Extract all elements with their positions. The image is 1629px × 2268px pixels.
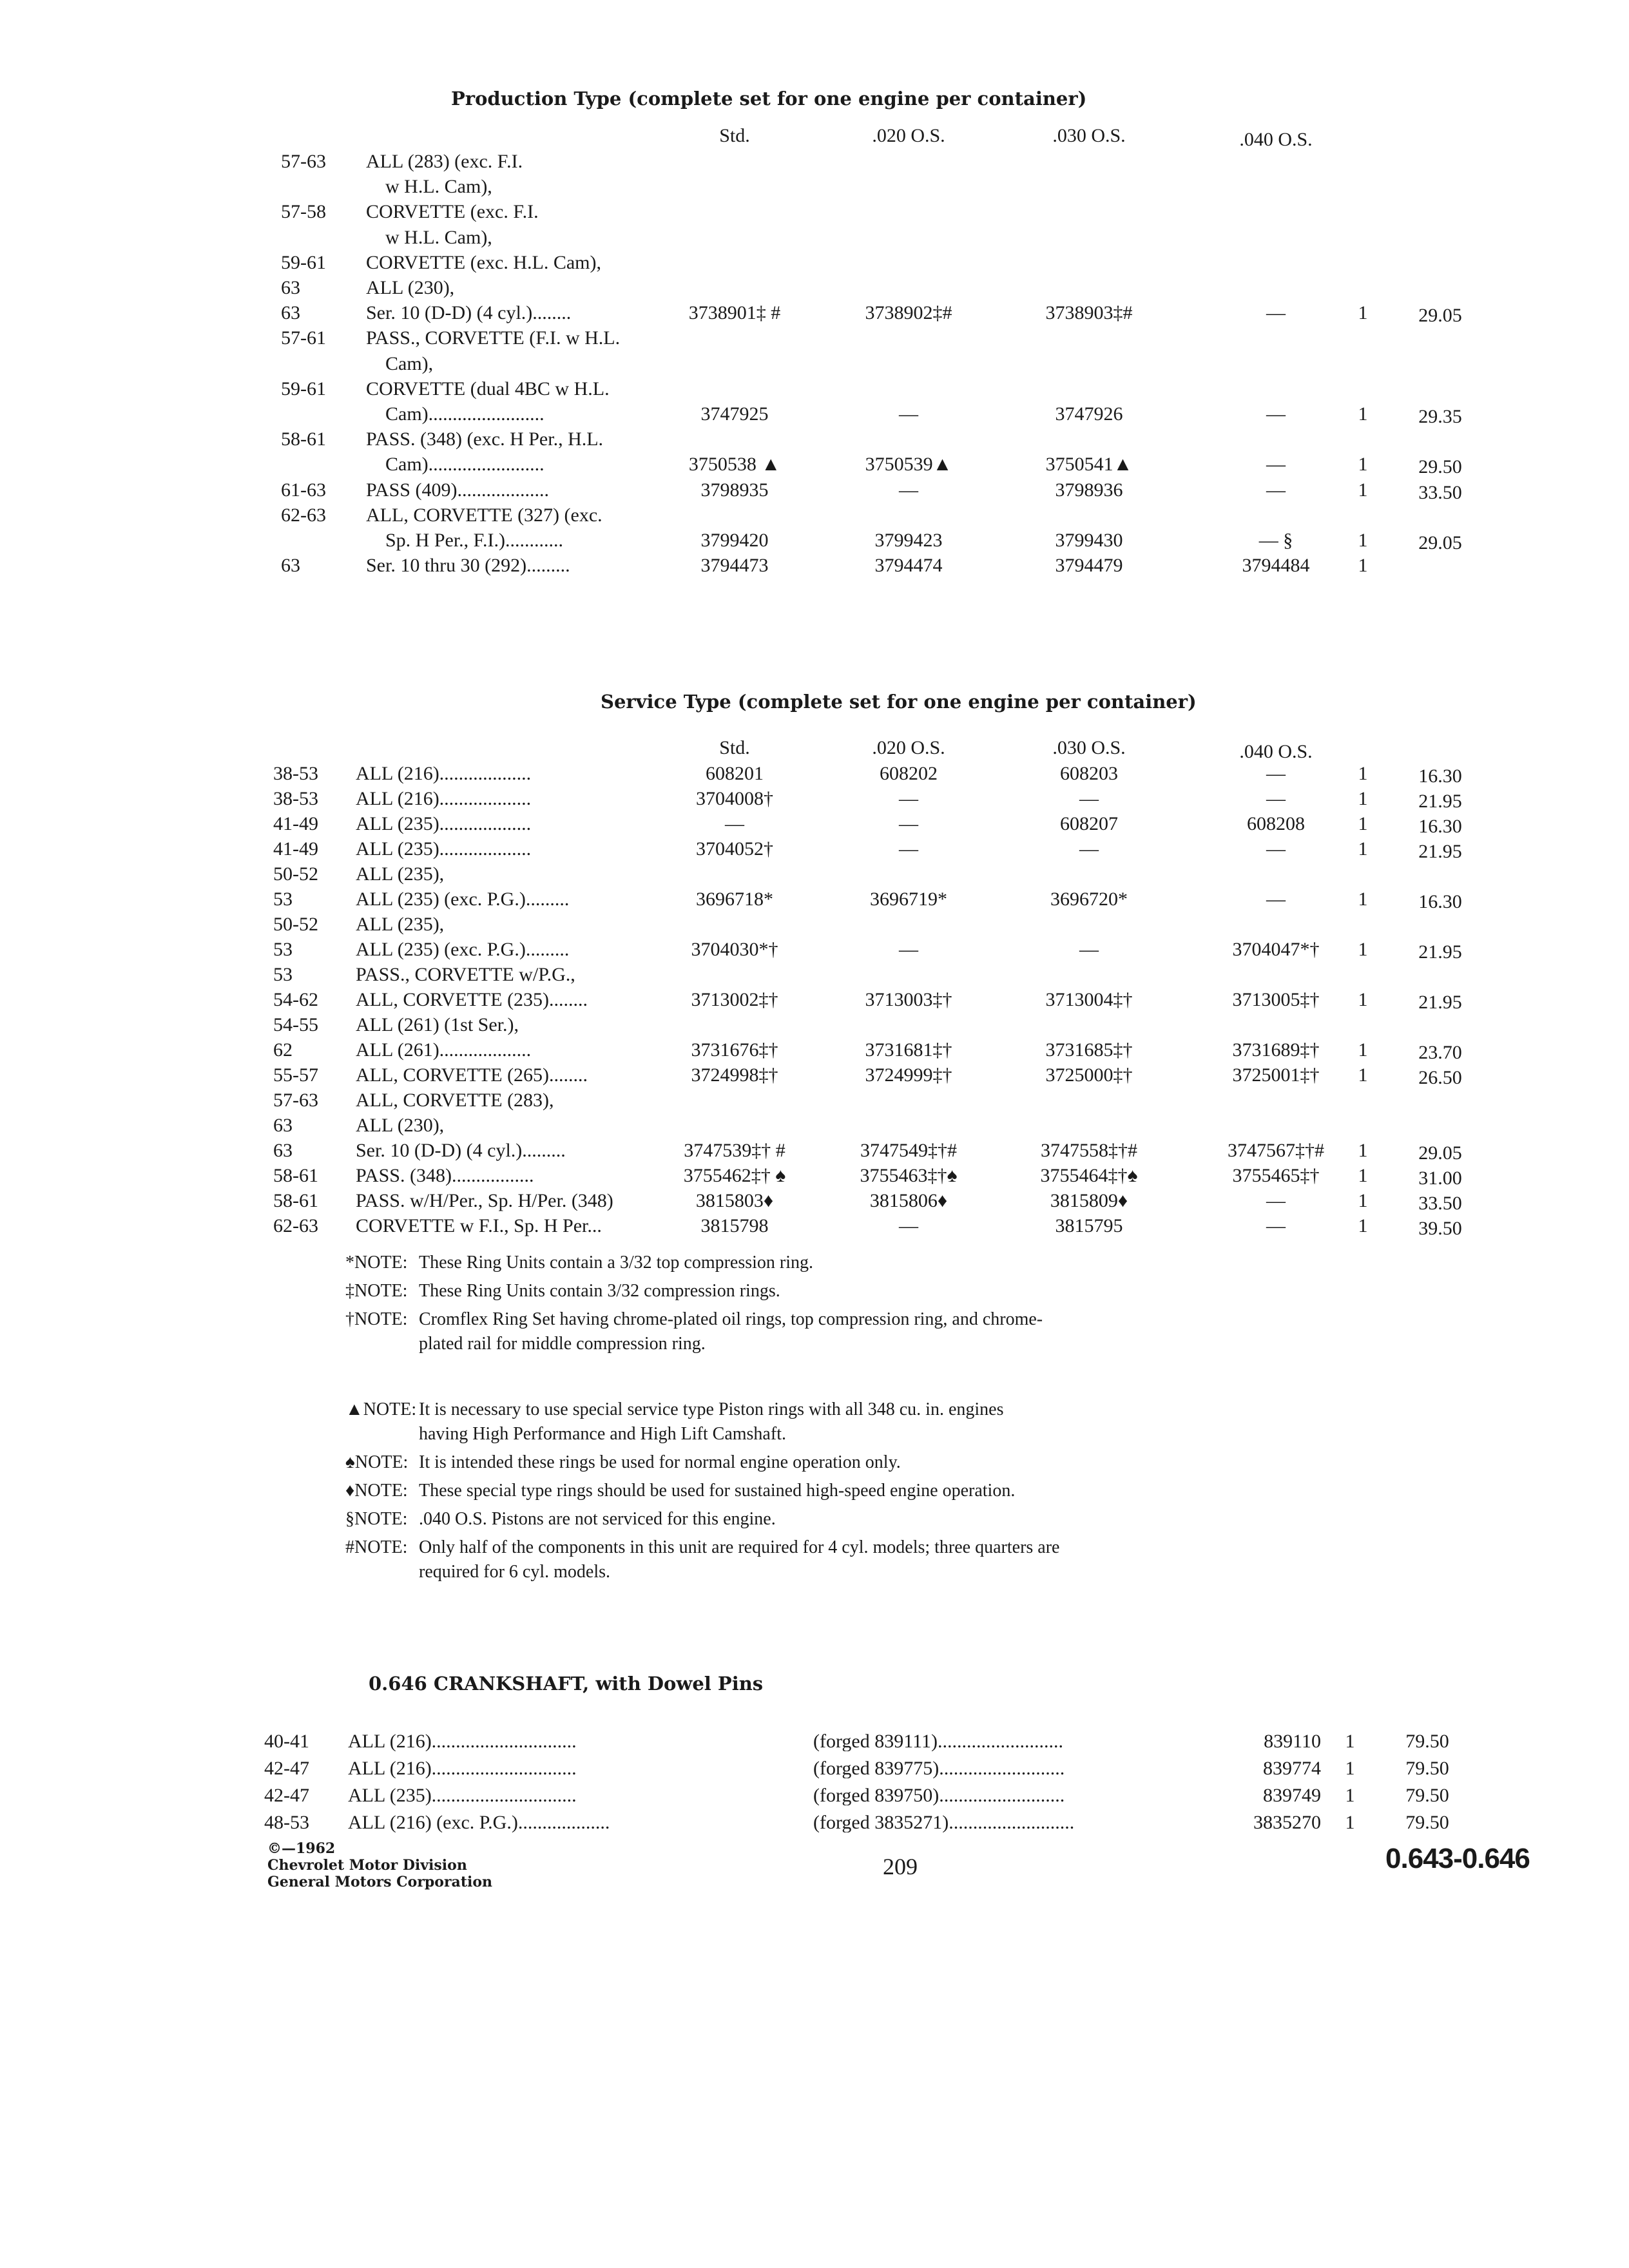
o40-cell: — <box>1266 302 1286 324</box>
price-cell: 79.50 <box>1405 1812 1449 1833</box>
note-text: plated rail for middle compression ring. <box>419 1334 706 1354</box>
o30-cell: — <box>1079 939 1099 960</box>
year-cell: 57-61 <box>281 327 326 349</box>
o30-cell: 3725000‡† <box>1045 1064 1133 1086</box>
quantity-cell: 1 <box>1345 1812 1355 1833</box>
price-cell: 21.95 <box>1418 941 1462 963</box>
o30-cell: 3798936 <box>1055 479 1123 501</box>
note-text: Only half of the components in this unit are required for 4 cyl. models; three quarters are <box>419 1537 1060 1557</box>
price-cell: 29.05 <box>1418 532 1462 553</box>
description-cell: PASS., CORVETTE (F.I. w H.L. <box>366 327 621 349</box>
price-cell: 29.50 <box>1418 456 1462 478</box>
price-cell: 79.50 <box>1405 1731 1449 1752</box>
o20-cell: 3747549‡†# <box>860 1140 957 1161</box>
price-cell: 79.50 <box>1405 1785 1449 1806</box>
description-cell: ALL (216) (exc. P.G.)................... <box>348 1813 610 1832</box>
o40-cell: — <box>1266 763 1286 784</box>
o40-cell: — <box>1266 1215 1286 1236</box>
std-cell: 3799420 <box>700 530 769 551</box>
description-cell: PASS. w/H/Per., Sp. H/Per. (348) <box>356 1190 613 1211</box>
o20-cell: 3750539▲ <box>865 454 952 476</box>
o30-cell: 3815795 <box>1055 1215 1123 1236</box>
note-marker: ♠NOTE: <box>345 1452 409 1472</box>
std-cell: 3747539‡† # <box>684 1140 786 1161</box>
year-cell: 62-63 <box>273 1215 318 1236</box>
note-text: It is intended these rings be used for normal engine operation only. <box>419 1452 901 1472</box>
description-cell: Cam)........................ <box>385 454 545 476</box>
quantity-cell: 1 <box>1345 1731 1355 1752</box>
year-cell: 57-63 <box>273 1090 318 1111</box>
header-o40: .040 O.S. <box>1239 129 1313 150</box>
price-cell: 33.50 <box>1418 481 1462 503</box>
year-cell: 42-47 <box>264 1758 309 1779</box>
o40-cell: — <box>1266 403 1286 425</box>
service-title: Service Type (complete set for one engine per container) <box>601 691 1197 713</box>
o30-cell: 608207 <box>1060 813 1118 834</box>
o20-cell: 3815806♦ <box>869 1190 948 1211</box>
qty-cell: 1 <box>1358 1165 1368 1186</box>
description-cell: ALL (216).............................. <box>348 1759 577 1778</box>
std-cell: 3755462‡† ♠ <box>683 1165 786 1186</box>
o40-cell: 3794484 <box>1242 555 1310 577</box>
std-cell: 3815798 <box>700 1215 769 1236</box>
price-cell: 23.70 <box>1418 1042 1462 1063</box>
header-std: Std. <box>719 737 750 758</box>
description-cell: ALL (283) (exc. F.I. <box>366 151 523 172</box>
o20-cell: 3738902‡# <box>865 302 952 324</box>
year-cell: 55-57 <box>273 1064 318 1086</box>
description-cell: ALL, CORVETTE (265)........ <box>356 1064 588 1086</box>
year-cell: 48-53 <box>264 1812 309 1833</box>
copyright-text: ©—1962 <box>267 1840 336 1857</box>
note-marker: †NOTE: <box>345 1309 408 1329</box>
year-cell: 61-63 <box>281 479 326 501</box>
part-number-cell: 839774 <box>1263 1758 1321 1779</box>
note-text: These Ring Units contain 3/32 compression rings. <box>419 1281 780 1301</box>
description-cell: ALL, CORVETTE (235)........ <box>356 989 588 1010</box>
footer-copyright <box>267 1840 492 1890</box>
qty-cell: 1 <box>1358 1140 1368 1161</box>
year-cell: 63 <box>273 1115 293 1136</box>
price-cell: 33.50 <box>1418 1193 1462 1214</box>
note-marker: §NOTE: <box>345 1509 408 1529</box>
description-cell: ALL (235).............................. <box>348 1786 577 1805</box>
year-cell: 53 <box>273 939 293 960</box>
year-cell: 59-61 <box>281 378 326 399</box>
description-cell: PASS. (348)................. <box>356 1165 534 1186</box>
o30-cell: 3794479 <box>1055 555 1123 577</box>
description-cell: CORVETTE (exc. F.I. <box>366 201 539 223</box>
description-cell: ALL (216)................... <box>356 763 532 784</box>
note-text: These Ring Units contain a 3/32 top compression ring. <box>419 1253 814 1273</box>
year-cell: 58-61 <box>281 428 326 450</box>
o20-cell: — <box>899 838 918 860</box>
year-cell: 53 <box>273 964 293 985</box>
price-cell: 29.05 <box>1418 1142 1462 1164</box>
o30-cell: — <box>1079 838 1099 860</box>
description-cell: w H.L. Cam), <box>385 226 492 248</box>
o30-cell: 3747926 <box>1055 403 1123 425</box>
year-cell: 41-49 <box>273 813 318 834</box>
std-cell: 3798935 <box>700 479 769 501</box>
o30-cell: — <box>1079 788 1099 809</box>
description-cell: CORVETTE w F.I., Sp. H Per... <box>356 1215 602 1236</box>
std-cell: 3704008† <box>696 788 773 809</box>
o30-cell: 3815809♦ <box>1050 1190 1128 1211</box>
qty-cell: 1 <box>1358 530 1368 551</box>
o20-cell: — <box>899 813 918 834</box>
qty-cell: 1 <box>1358 1039 1368 1061</box>
description-cell: ALL (261) (1st Ser.), <box>356 1014 519 1035</box>
description-cell: ALL, CORVETTE (283), <box>356 1090 554 1111</box>
description-cell: ALL (235) (exc. P.G.)......... <box>356 939 570 960</box>
o20-cell: 3696719* <box>870 889 947 910</box>
description-cell: CORVETTE (dual 4BC w H.L. <box>366 378 610 399</box>
o40-cell: 3704047*† <box>1232 939 1320 960</box>
qty-cell: 1 <box>1358 555 1368 577</box>
qty-cell: 1 <box>1358 788 1368 809</box>
qty-cell: 1 <box>1358 1215 1368 1236</box>
o20-cell: — <box>899 1215 918 1236</box>
qty-cell: 1 <box>1358 479 1368 501</box>
qty-cell: 1 <box>1358 763 1368 784</box>
std-cell: 3731676‡† <box>691 1039 778 1061</box>
year-cell: 42-47 <box>264 1785 309 1806</box>
price-cell: 29.05 <box>1418 305 1462 327</box>
description-cell: Ser. 10 thru 30 (292)......... <box>366 555 570 577</box>
o30-cell: 3755464‡†♠ <box>1040 1165 1138 1186</box>
description-cell: PASS., CORVETTE w/P.G., <box>356 964 575 985</box>
o40-cell: 3731689‡† <box>1232 1039 1320 1061</box>
std-cell: 3794473 <box>700 555 769 577</box>
year-cell: 54-62 <box>273 989 318 1010</box>
o20-cell: 3731681‡† <box>865 1039 952 1061</box>
std-cell: 3738901‡ # <box>688 302 781 324</box>
forged-cell: (forged 839111).......................... <box>813 1732 1064 1751</box>
production-title: Production Type (complete set for one engine per container) <box>451 88 1087 110</box>
o40-cell: — <box>1266 479 1286 501</box>
note-text: It is necessary to use special service type Piston rings with all 348 cu. in. engines <box>419 1399 1004 1419</box>
std-cell: 3713002‡† <box>691 989 778 1010</box>
std-cell: 3704030*† <box>691 939 778 960</box>
description-cell: Ser. 10 (D-D) (4 cyl.)......... <box>356 1140 566 1161</box>
year-cell: 62 <box>273 1039 293 1061</box>
o40-cell: — <box>1266 889 1286 910</box>
o30-cell: 608203 <box>1060 763 1118 784</box>
description-cell: ALL (261)................... <box>356 1039 532 1061</box>
description-cell: PASS (409)................... <box>366 479 549 501</box>
header-std: Std. <box>719 125 750 146</box>
price-cell: 21.95 <box>1418 791 1462 812</box>
year-cell: 54-55 <box>273 1014 318 1035</box>
header-o20: .020 O.S. <box>872 125 945 146</box>
o20-cell: 3755463‡†♠ <box>860 1165 958 1186</box>
note-text: These special type rings should be used for sustained high-speed engine operation. <box>419 1481 1016 1501</box>
year-cell: 50-52 <box>273 863 318 885</box>
description-cell: ALL (216).............................. <box>348 1732 577 1751</box>
forged-cell: (forged 839750).......................... <box>813 1786 1065 1805</box>
std-cell: 3747925 <box>700 403 769 425</box>
qty-cell: 1 <box>1358 454 1368 476</box>
year-cell: 41-49 <box>273 838 318 860</box>
price-cell: 21.95 <box>1418 992 1462 1013</box>
description-cell: PASS. (348) (exc. H Per., H.L. <box>366 428 604 450</box>
note-marker: *NOTE: <box>345 1253 408 1273</box>
year-cell: 50-52 <box>273 914 318 935</box>
part-number-cell: 839110 <box>1264 1731 1321 1752</box>
description-cell: w H.L. Cam), <box>385 176 492 198</box>
std-cell: 3696718* <box>696 889 773 910</box>
o20-cell: — <box>899 403 918 425</box>
corporation-text: General Motors Corporation <box>267 1874 493 1890</box>
year-cell: 63 <box>273 1140 293 1161</box>
o40-cell: 3713005‡† <box>1232 989 1320 1010</box>
note-text: required for 6 cyl. models. <box>419 1562 611 1582</box>
header-o30: .030 O.S. <box>1052 737 1126 758</box>
description-cell: Ser. 10 (D-D) (4 cyl.)........ <box>366 302 572 324</box>
price-cell: 79.50 <box>1405 1758 1449 1779</box>
o20-cell: — <box>899 788 918 809</box>
description-cell: ALL (235), <box>356 914 445 935</box>
o20-cell: 3794474 <box>874 555 943 577</box>
note-marker: ‡NOTE: <box>345 1281 408 1301</box>
page-number: 209 <box>883 1854 918 1879</box>
qty-cell: 1 <box>1358 989 1368 1010</box>
year-cell: 57-58 <box>281 201 326 223</box>
year-cell: 38-53 <box>273 788 318 809</box>
year-cell: 58-61 <box>273 1165 318 1186</box>
qty-cell: 1 <box>1358 1064 1368 1086</box>
section-range: 0.643-0.646 <box>1385 1843 1530 1874</box>
description-cell: ALL (235) (exc. P.G.)......... <box>356 889 570 910</box>
description-cell: ALL (216)................... <box>356 788 532 809</box>
price-cell: 16.30 <box>1418 765 1462 787</box>
note-marker: ▲NOTE: <box>345 1399 417 1419</box>
year-cell: 62-63 <box>281 504 326 526</box>
quantity-cell: 1 <box>1345 1785 1355 1806</box>
description-cell: ALL (235)................... <box>356 813 532 834</box>
price-cell: 39.50 <box>1418 1218 1462 1239</box>
description-cell: ALL (230), <box>356 1115 445 1136</box>
note-marker: ♦NOTE: <box>345 1481 408 1501</box>
o40-cell: 3755465‡† <box>1232 1165 1320 1186</box>
note-marker: #NOTE: <box>345 1537 408 1557</box>
description-cell: Cam), <box>385 352 434 374</box>
header-o20: .020 O.S. <box>872 737 945 758</box>
o20-cell: 3713003‡† <box>865 989 952 1010</box>
o40-cell: — <box>1266 454 1286 476</box>
note-text: Cromflex Ring Set having chrome-plated oil rings, top compression ring, and chrome- <box>419 1309 1043 1329</box>
std-cell: 3815803♦ <box>695 1190 774 1211</box>
o40-cell: — <box>1266 1190 1286 1211</box>
description-cell: ALL (235), <box>356 863 445 885</box>
price-cell: 26.50 <box>1418 1067 1462 1088</box>
o30-cell: 3738903‡# <box>1045 302 1133 324</box>
o30-cell: 3747558‡†# <box>1041 1140 1137 1161</box>
qty-cell: 1 <box>1358 302 1368 324</box>
part-number-cell: 3835270 <box>1253 1812 1321 1833</box>
std-cell: 608201 <box>706 763 764 784</box>
o20-cell: — <box>899 939 918 960</box>
qty-cell: 1 <box>1358 939 1368 960</box>
year-cell: 63 <box>281 277 300 298</box>
price-cell: 21.95 <box>1418 841 1462 862</box>
crankshaft-title: 0.646 CRANKSHAFT, with Dowel Pins <box>369 1673 764 1695</box>
forged-cell: (forged 3835271).......................... <box>813 1813 1075 1832</box>
o40-cell: 3725001‡† <box>1232 1064 1320 1086</box>
o30-cell: 3799430 <box>1055 530 1123 551</box>
year-cell: 38-53 <box>273 763 318 784</box>
part-number-cell: 839749 <box>1263 1785 1321 1806</box>
qty-cell: 1 <box>1358 403 1368 425</box>
o40-cell: 608208 <box>1247 813 1305 834</box>
year-cell: 57-63 <box>281 151 326 172</box>
year-cell: 63 <box>281 555 300 577</box>
o30-cell: 3750541▲ <box>1045 454 1133 476</box>
o40-cell: — <box>1266 838 1286 860</box>
qty-cell: 1 <box>1358 1190 1368 1211</box>
year-cell: 40-41 <box>264 1731 309 1752</box>
qty-cell: 1 <box>1358 813 1368 834</box>
o30-cell: 3696720* <box>1050 889 1128 910</box>
o30-cell: 3713004‡† <box>1045 989 1133 1010</box>
year-cell: 63 <box>281 302 300 324</box>
o40-cell: — <box>1266 788 1286 809</box>
price-cell: 16.30 <box>1418 891 1462 912</box>
o30-cell: 3731685‡† <box>1045 1039 1133 1061</box>
quantity-cell: 1 <box>1345 1758 1355 1779</box>
std-cell: 3704052† <box>696 838 773 860</box>
forged-cell: (forged 839775).......................... <box>813 1759 1065 1778</box>
note-text: .040 O.S. Pistons are not serviced for this engine. <box>419 1509 776 1529</box>
description-cell: ALL, CORVETTE (327) (exc. <box>366 504 602 526</box>
price-cell: 16.30 <box>1418 816 1462 837</box>
division-text: Chevrolet Motor Division <box>267 1857 467 1874</box>
description-cell: ALL (230), <box>366 277 455 298</box>
o20-cell: — <box>899 479 918 501</box>
qty-cell: 1 <box>1358 838 1368 860</box>
o20-cell: 3799423 <box>874 530 943 551</box>
std-cell: 3750538 ▲ <box>688 454 781 476</box>
std-cell: 3724998‡† <box>691 1064 778 1086</box>
o40-cell: — § <box>1258 530 1293 551</box>
year-cell: 58-61 <box>273 1190 318 1211</box>
year-cell: 53 <box>273 889 293 910</box>
year-cell: 59-61 <box>281 251 326 273</box>
qty-cell: 1 <box>1358 889 1368 910</box>
price-cell: 31.00 <box>1418 1168 1462 1189</box>
o20-cell: 608202 <box>880 763 938 784</box>
std-cell: — <box>725 813 744 834</box>
o40-cell: 3747567‡†# <box>1228 1140 1324 1161</box>
header-o40: .040 O.S. <box>1239 741 1313 762</box>
description-cell: Sp. H Per., F.I.)............ <box>385 530 563 551</box>
header-o30: .030 O.S. <box>1052 125 1126 146</box>
note-text: having High Performance and High Lift Camshaft. <box>419 1424 786 1444</box>
price-cell: 29.35 <box>1418 406 1462 427</box>
description-cell: CORVETTE (exc. H.L. Cam), <box>366 251 602 273</box>
o20-cell: 3724999‡† <box>865 1064 952 1086</box>
description-cell: Cam)........................ <box>385 403 545 425</box>
description-cell: ALL (235)................... <box>356 838 532 860</box>
